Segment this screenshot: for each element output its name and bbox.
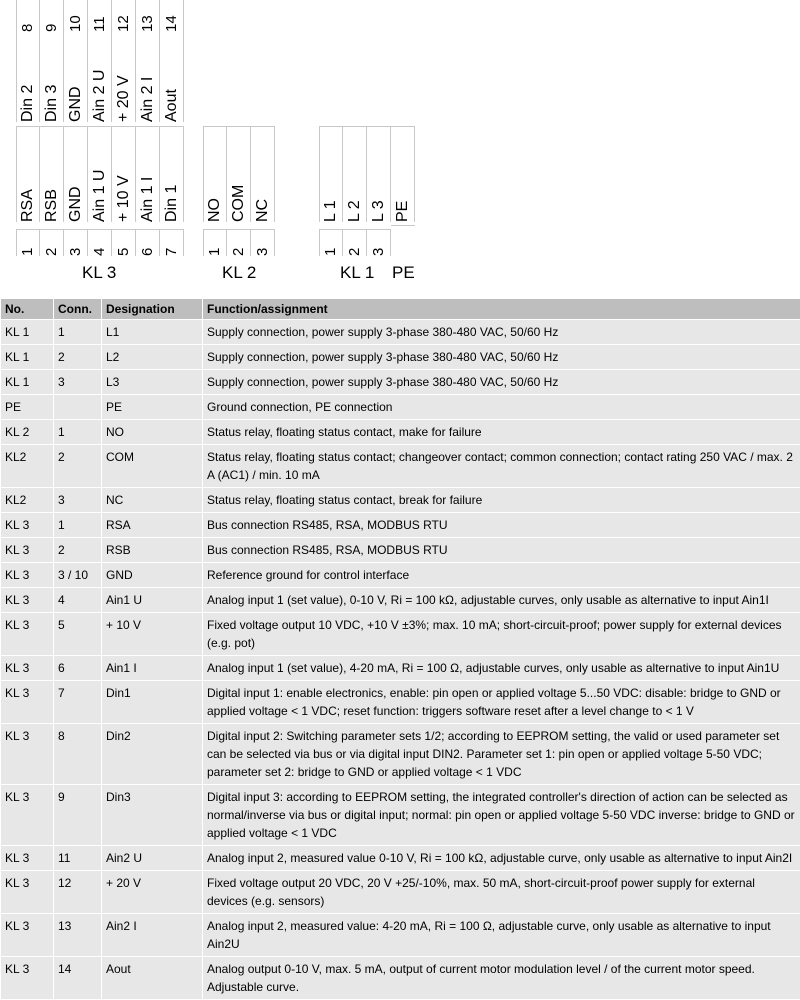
table-body: [1, 320, 800, 1000]
cell-conn: 14: [54, 957, 102, 1000]
table-row: [1, 785, 800, 846]
kl3-signal-label: Aout: [164, 89, 180, 122]
cell-conn: 11: [54, 846, 102, 871]
kl1-signal-label: L 1: [323, 200, 339, 222]
cell-designation: RSA: [102, 513, 203, 538]
kl3-signal-label: Ain 2 U: [92, 70, 108, 122]
cell-designation: Din1: [102, 681, 203, 724]
cell-no: KL 3: [1, 538, 54, 563]
cell-conn: 8: [54, 724, 102, 785]
kl3-block-label: KL 3: [82, 263, 116, 283]
cell-conn: 3: [54, 370, 102, 395]
cell-function: Digital input 2: Switching parameter sets 1/2; according to EEPROM setting, the valid or used parameter set can be selected via bus or via digital input DIN2. Parameter set 1: pin open or applied voltage 5-50 VDC; parameter set 2: bridge to GND or applied voltage < 1 VDC: [203, 724, 800, 785]
cell-function: Analog output 0-10 V, max. 5 mA, output of current motor modulation level / of the current motor speed. Adjustable curve.: [203, 957, 800, 1000]
kl3-terminal-number: 7: [164, 248, 180, 256]
kl3-terminal-number: 2: [44, 248, 60, 256]
cell-designation: Aout: [102, 957, 203, 1000]
header-conn: Conn.: [54, 299, 102, 320]
cell-no: PE: [1, 395, 54, 420]
table-row: [1, 914, 800, 957]
table-row: [1, 563, 800, 588]
cell-function: Analog input 2, measured value: 4-20 mA, Ri = 100 Ω, adjustable curve, only usable as alternative to input Ain2U: [203, 914, 800, 957]
cell-designation: RSB: [102, 538, 203, 563]
cell-designation: Ain1 U: [102, 588, 203, 613]
table-row: [1, 681, 800, 724]
cell-function: Bus connection RS485, RSA, MODBUS RTU: [203, 538, 800, 563]
table-row: [1, 613, 800, 656]
kl3-signal-label: Ain 1 U: [92, 170, 108, 222]
cell-no: KL 3: [1, 957, 54, 1000]
cell-conn: 3 / 10: [54, 563, 102, 588]
kl1-signal-label: L 3: [371, 200, 387, 222]
table-row: [1, 871, 800, 914]
kl3-signal-label: Din 2: [20, 85, 36, 122]
cell-designation: L3: [102, 370, 203, 395]
cell-no: KL 3: [1, 613, 54, 656]
cell-designation: L2: [102, 345, 203, 370]
kl1-terminal-number: 1: [323, 248, 339, 256]
table-row: [1, 370, 800, 395]
kl3-signal-label: Ain 1 I: [140, 177, 156, 222]
cell-no: KL 3: [1, 656, 54, 681]
pe-block-label: PE: [392, 263, 415, 283]
cell-no: KL 1: [1, 345, 54, 370]
table-row: [1, 395, 800, 420]
cell-no: KL 3: [1, 785, 54, 846]
cell-designation: + 10 V: [102, 613, 203, 656]
header-designation: Designation: [102, 299, 203, 320]
cell-no: KL 1: [1, 320, 54, 345]
pe-signal-label: PE: [395, 201, 411, 222]
cell-function: Bus connection RS485, RSA, MODBUS RTU: [203, 513, 800, 538]
cell-designation: Din3: [102, 785, 203, 846]
cell-function: Analog input 1 (set value), 0-10 V, Ri = 100 kΩ, adjustable curves, only usable as alternative to input Ain1I: [203, 588, 800, 613]
kl3-signal-label: + 20 V: [116, 75, 132, 122]
kl3-terminal-number: 14: [164, 15, 180, 32]
cell-function: Fixed voltage output 10 VDC, +10 V ±3%; max. 10 mA; short-circuit-proof; power supply for external devices (e.g. pot): [203, 613, 800, 656]
kl3-terminal-number: 6: [140, 248, 156, 256]
kl3-signal-label: Din 3: [44, 85, 60, 122]
kl2-block-label: KL 2: [222, 263, 256, 283]
terminal-block-kl1: [319, 126, 391, 256]
cell-designation: Ain2 I: [102, 914, 203, 957]
cell-no: KL 3: [1, 681, 54, 724]
cell-conn: 2: [54, 538, 102, 563]
header-no: No.: [1, 299, 54, 320]
table-row: [1, 488, 800, 513]
cell-no: KL 3: [1, 871, 54, 914]
cell-designation: NO: [102, 420, 203, 445]
cell-function: Analog input 2, measured value 0-10 V, Ri = 100 kΩ, adjustable curve, only usable as alternative to input Ain2I: [203, 846, 800, 871]
cell-conn: 3: [54, 488, 102, 513]
cell-function: Analog input 1 (set value), 4-20 mA, Ri = 100 Ω, adjustable curves, only usable as alternative to input Ain1U: [203, 656, 800, 681]
cell-designation: NC: [102, 488, 203, 513]
cell-conn: [54, 395, 102, 420]
table-row: [1, 538, 800, 563]
table-row: [1, 513, 800, 538]
cell-function: Status relay, floating status contact, make for failure: [203, 420, 800, 445]
kl2-terminal-number: 1: [207, 248, 223, 256]
kl3-terminal-number: 3: [68, 248, 84, 256]
kl1-block-label: KL 1: [340, 263, 374, 283]
terminal-block-kl2: [203, 126, 275, 256]
cell-function: Digital input 3: according to EEPROM setting, the integrated controller's direction of action can be selected as normal/inverse via bus or digital input; normal: pin open or applied voltage 5-50 VDC inverse: bridge to GND or applied voltage < 1 VDC: [203, 785, 800, 846]
cell-designation: COM: [102, 445, 203, 488]
kl2-signal-label: NC: [255, 199, 271, 222]
cell-conn: 12: [54, 871, 102, 914]
cell-designation: Din2: [102, 724, 203, 785]
kl3-terminal-number: 11: [92, 16, 108, 32]
cell-function: Fixed voltage output 20 VDC, 20 V +25/-10%, max. 50 mA, short-circuit-proof power supply for external devices (e.g. sensors): [203, 871, 800, 914]
cell-conn: 2: [54, 445, 102, 488]
cell-no: KL 3: [1, 513, 54, 538]
cell-designation: GND: [102, 563, 203, 588]
kl3-terminal-number: 5: [116, 248, 132, 256]
kl2-signal-label: NO: [207, 198, 223, 222]
table-header-row: [1, 299, 800, 320]
kl2-terminal-number: 2: [231, 248, 247, 256]
kl3-terminal-number: 9: [44, 24, 60, 32]
table-row: [1, 588, 800, 613]
terminal-diagram: [0, 0, 800, 296]
terminal-assignment-table: [0, 298, 800, 1000]
kl3-signal-label: RSA: [20, 189, 36, 222]
table-row: [1, 445, 800, 488]
cell-conn: 9: [54, 785, 102, 846]
cell-function: Reference ground for control interface: [203, 563, 800, 588]
cell-function: Digital input 1: enable electronics, enable: pin open or applied voltage 5...50 VDC: disable: bridge to GND or applied voltage < 1 VDC; reset function: triggers software reset after a level change to < 1 V: [203, 681, 800, 724]
table-row: [1, 420, 800, 445]
cell-no: KL 3: [1, 846, 54, 871]
cell-conn: 13: [54, 914, 102, 957]
cell-designation: + 20 V: [102, 871, 203, 914]
table-row: [1, 320, 800, 345]
cell-no: KL 1: [1, 370, 54, 395]
kl3-signal-label: RSB: [44, 189, 60, 222]
kl1-signal-label: L 2: [347, 200, 363, 222]
table-row: [1, 724, 800, 785]
header-function: Function/assignment: [203, 299, 800, 320]
table-row: [1, 656, 800, 681]
kl3-terminal-number: 4: [92, 248, 108, 256]
kl3-terminal-number: 1: [20, 248, 36, 256]
cell-no: KL 3: [1, 724, 54, 785]
terminal-block-pe: [391, 126, 415, 226]
kl3-terminal-number: 12: [116, 15, 132, 32]
kl3-terminal-number: 8: [20, 24, 36, 32]
cell-conn: 4: [54, 588, 102, 613]
cell-function: Supply connection, power supply 3-phase 380-480 VAC, 50/60 Hz: [203, 345, 800, 370]
cell-no: KL 2: [1, 420, 54, 445]
kl3-signal-label: GND: [68, 186, 84, 222]
cell-conn: 1: [54, 320, 102, 345]
cell-designation: L1: [102, 320, 203, 345]
cell-conn: 7: [54, 681, 102, 724]
cell-designation: Ain1 I: [102, 656, 203, 681]
kl3-signal-label: Din 1: [164, 185, 180, 222]
kl2-signal-label: COM: [231, 185, 247, 222]
cell-function: Supply connection, power supply 3-phase 380-480 VAC, 50/60 Hz: [203, 320, 800, 345]
kl2-terminal-number: 3: [255, 248, 271, 256]
kl3-terminal-number: 10: [68, 15, 84, 32]
kl3-signal-label: Ain 2 I: [140, 77, 156, 122]
kl1-terminal-number: 2: [347, 248, 363, 256]
cell-conn: 1: [54, 513, 102, 538]
table-row: [1, 846, 800, 871]
cell-no: KL2: [1, 445, 54, 488]
cell-designation: Ain2 U: [102, 846, 203, 871]
cell-function: Ground connection, PE connection: [203, 395, 800, 420]
cell-conn: 2: [54, 345, 102, 370]
terminal-block-kl3: [16, 0, 184, 256]
cell-conn: 5: [54, 613, 102, 656]
cell-conn: 6: [54, 656, 102, 681]
cell-no: KL 3: [1, 914, 54, 957]
kl3-terminal-number: 13: [140, 15, 156, 32]
kl1-terminal-number: 3: [371, 248, 387, 256]
cell-function: Status relay, floating status contact, break for failure: [203, 488, 800, 513]
cell-conn: 1: [54, 420, 102, 445]
cell-no: KL 3: [1, 563, 54, 588]
cell-function: Status relay, floating status contact; changeover contact; common connection; contact rating 250 VAC / max. 2 A (AC1) / min. 10 mA: [203, 445, 800, 488]
cell-no: KL2: [1, 488, 54, 513]
table-row: [1, 957, 800, 1000]
cell-function: Supply connection, power supply 3-phase 380-480 VAC, 50/60 Hz: [203, 370, 800, 395]
kl3-signal-label: + 10 V: [116, 175, 132, 222]
table-row: [1, 345, 800, 370]
cell-no: KL 3: [1, 588, 54, 613]
kl3-signal-label: GND: [68, 86, 84, 122]
cell-designation: PE: [102, 395, 203, 420]
